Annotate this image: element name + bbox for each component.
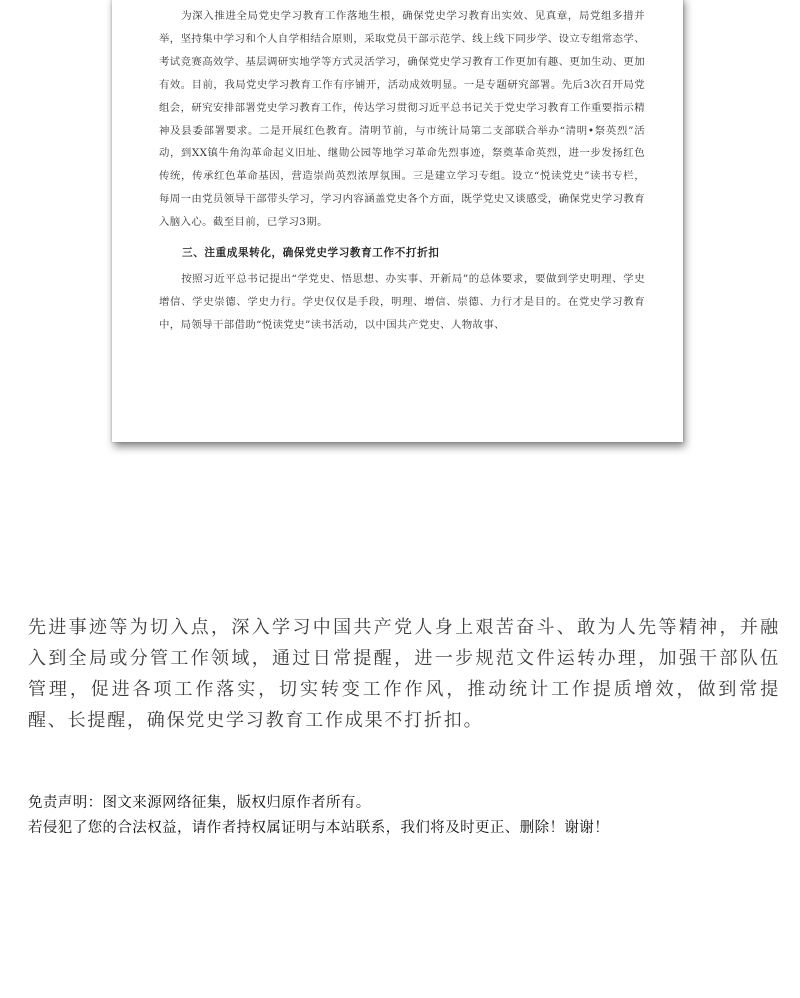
scan-paragraph-1-text: 为深入推进全局党史学习教育工作落地生根，确保党史学习教育出实效、见真章，局党组多措并举，坚持集中学习和个人自学相结合原则，采取党员干部示范学、线上线下同步学、设立专组常态学、考试竞赛高效学、基层调研实地学等方式灵活学习，确保党史学习教育工作更加有趣、更加生动、更加有效。目前，我局党史学习教育工作有序铺开，活动成效明显。一是专题研究部署。先后3次召开局党组会，研究安排部署党史学习教育工作，传达学习贯彻习近平总书记关于党史学习教育工作重要指示精神及县委部署要求。二是开展红色教育。清明节前，与市统计局第二支部联合举办“清明•祭英烈”活动，到XX镇牛角沟革命起义旧址、继勋公园等地学习革命先烈事迹，祭奠革命英烈，进一步发扬红色传统，传承红色革命基因，营造崇尚英烈浓厚氛围。三是建立学习专组。设立“悦读党史”读书专栏，每周一由党员领导干部带头学习，学习内容涵盖党史各个方面，既学党史又谈感受，确保党史学习教育入脑入心。截至目前，已学习3期。 <box>159 10 645 229</box>
scanned-document-page <box>112 0 683 442</box>
disclaimer <box>28 791 788 841</box>
scan-paragraph-2-text: 按照习近平总书记提出“学党史、悟思想、办实事、开新局”的总体要求，要做到学史明理、学史增信、学史崇德、学史力行。学史仅仅是手段，明理、增信、崇德、力行才是目的。在党史学习教育中，局领导干部借助“悦读党史”读书活动，以中国共产党史、人物故事、 <box>159 273 645 331</box>
continuation-paragraph: 先进事迹等为切入点，深入学习中国共产党人身上艰苦奋斗、敢为人先等精神，并融入到全局或分管工作领域，通过日常提醒，进一步规范文件运转办理，加强干部队伍管理，促进各项工作落实，切实转变工作作风，推动统计工作提质增效，做到常提醒、长提醒，确保党史学习教育工作成果不打折扣。 <box>28 617 780 731</box>
scan-paragraph-2 <box>159 268 645 337</box>
disclaimer-line-1: 免责声明：图文来源网络征集，版权归原作者所有。 <box>28 795 371 811</box>
disclaimer-line-2: 若侵犯了您的合法权益，请作者持权属证明与本站联系，我们将及时更正、删除！谢谢！ <box>28 820 610 836</box>
scan-paragraph-1 <box>159 5 645 234</box>
scan-section-heading: 三、注重成果转化，确保党史学习教育工作不打折扣 <box>182 247 440 259</box>
